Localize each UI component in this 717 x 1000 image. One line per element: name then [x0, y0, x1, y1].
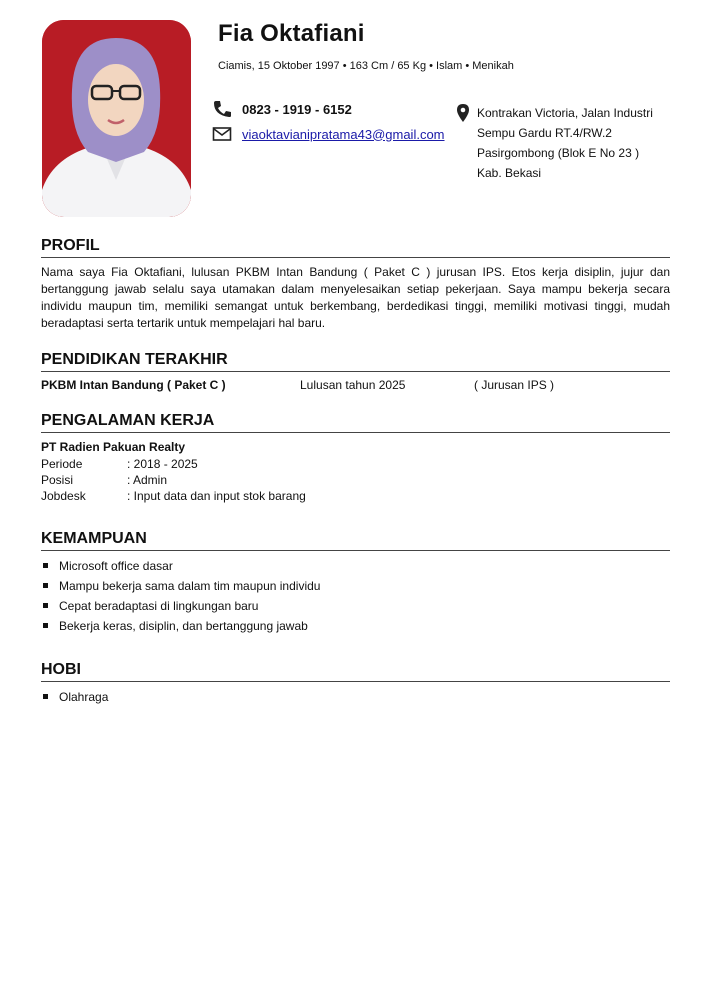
job-detail-value: : 2018 - 2025 — [127, 457, 198, 471]
list-item: Bekerja keras, disiplin, dan bertanggung jawab — [41, 616, 641, 636]
job-detail-key: Posisi — [41, 473, 74, 487]
section-title-pengalaman: PENGALAMAN KERJA — [41, 412, 670, 433]
email-row — [212, 125, 445, 143]
section-title-profil: PROFIL — [41, 237, 670, 258]
phone-icon — [212, 100, 232, 118]
address-line: Kontrakan Victoria, Jalan Industri — [477, 106, 653, 120]
address-line: Kab. Bekasi — [477, 166, 542, 180]
job-detail-value: : Admin — [127, 473, 168, 487]
list-item: Olahraga — [41, 687, 641, 707]
job-detail-key: Jobdesk — [41, 489, 86, 503]
mail-icon — [212, 125, 232, 143]
personal-info: Ciamis, 15 Oktober 1997 • 163 Cm / 65 Kg • Islam • Menikah — [218, 60, 514, 72]
email-link[interactable]: viaoktavianipratama43@gmail.com — [242, 126, 445, 142]
list-item: Cepat beradaptasi di lingkungan baru — [41, 596, 641, 616]
phone-row — [212, 100, 352, 118]
major: ( Jurusan IPS ) — [474, 378, 555, 392]
full-name: Fia Oktafiani — [218, 20, 365, 47]
hobby-list — [41, 687, 641, 707]
list-item: Mampu bekerja sama dalam tim maupun individu — [41, 576, 641, 596]
skills-list — [41, 556, 641, 636]
job-detail-row — [41, 489, 441, 505]
address-block — [456, 103, 653, 183]
job-detail-row — [41, 457, 441, 473]
list-item: Microsoft office dasar — [41, 556, 641, 576]
profile-photo — [42, 20, 191, 217]
job-detail-value: : Input data dan input stok barang — [127, 489, 306, 503]
person-portrait-icon — [42, 20, 191, 217]
profil-text: Nama saya Fia Oktafiani, lulusan PKBM Intan Bandung ( Paket C ) jurusan IPS. Etos kerja disiplin, jujur dan bertanggung jawab selalu saya utamakan dalam menyelesaikan setiap pekerjaan. Saya mampu bekerja secara individu maupun tim, memiliki semangat untuk berkembang, berdedikasi tinggi, memiliki motivasi tinggi, mudah beradaptasi serta tertarik untuk mempelajari hal baru. — [41, 265, 670, 330]
graduation-year: Lulusan tahun 2025 — [300, 378, 406, 392]
company-name: PT Radien Pakuan Realty — [41, 440, 186, 454]
school-name: PKBM Intan Bandung ( Paket C ) — [41, 378, 226, 392]
job-detail-row — [41, 473, 441, 489]
section-title-hobi: HOBI — [41, 661, 670, 682]
address-line: Pasirgombong (Blok E No 23 ) — [477, 146, 640, 160]
job-detail-key: Periode — [41, 457, 83, 471]
address-line: Sempu Gardu RT.4/RW.2 — [477, 126, 612, 140]
location-pin-icon — [456, 104, 470, 122]
phone-number: 0823 - 1919 - 6152 — [242, 101, 352, 117]
education-row — [41, 378, 670, 396]
section-title-kemampuan: KEMAMPUAN — [41, 530, 670, 551]
section-title-pendidikan: PENDIDIKAN TERAKHIR — [41, 351, 670, 372]
